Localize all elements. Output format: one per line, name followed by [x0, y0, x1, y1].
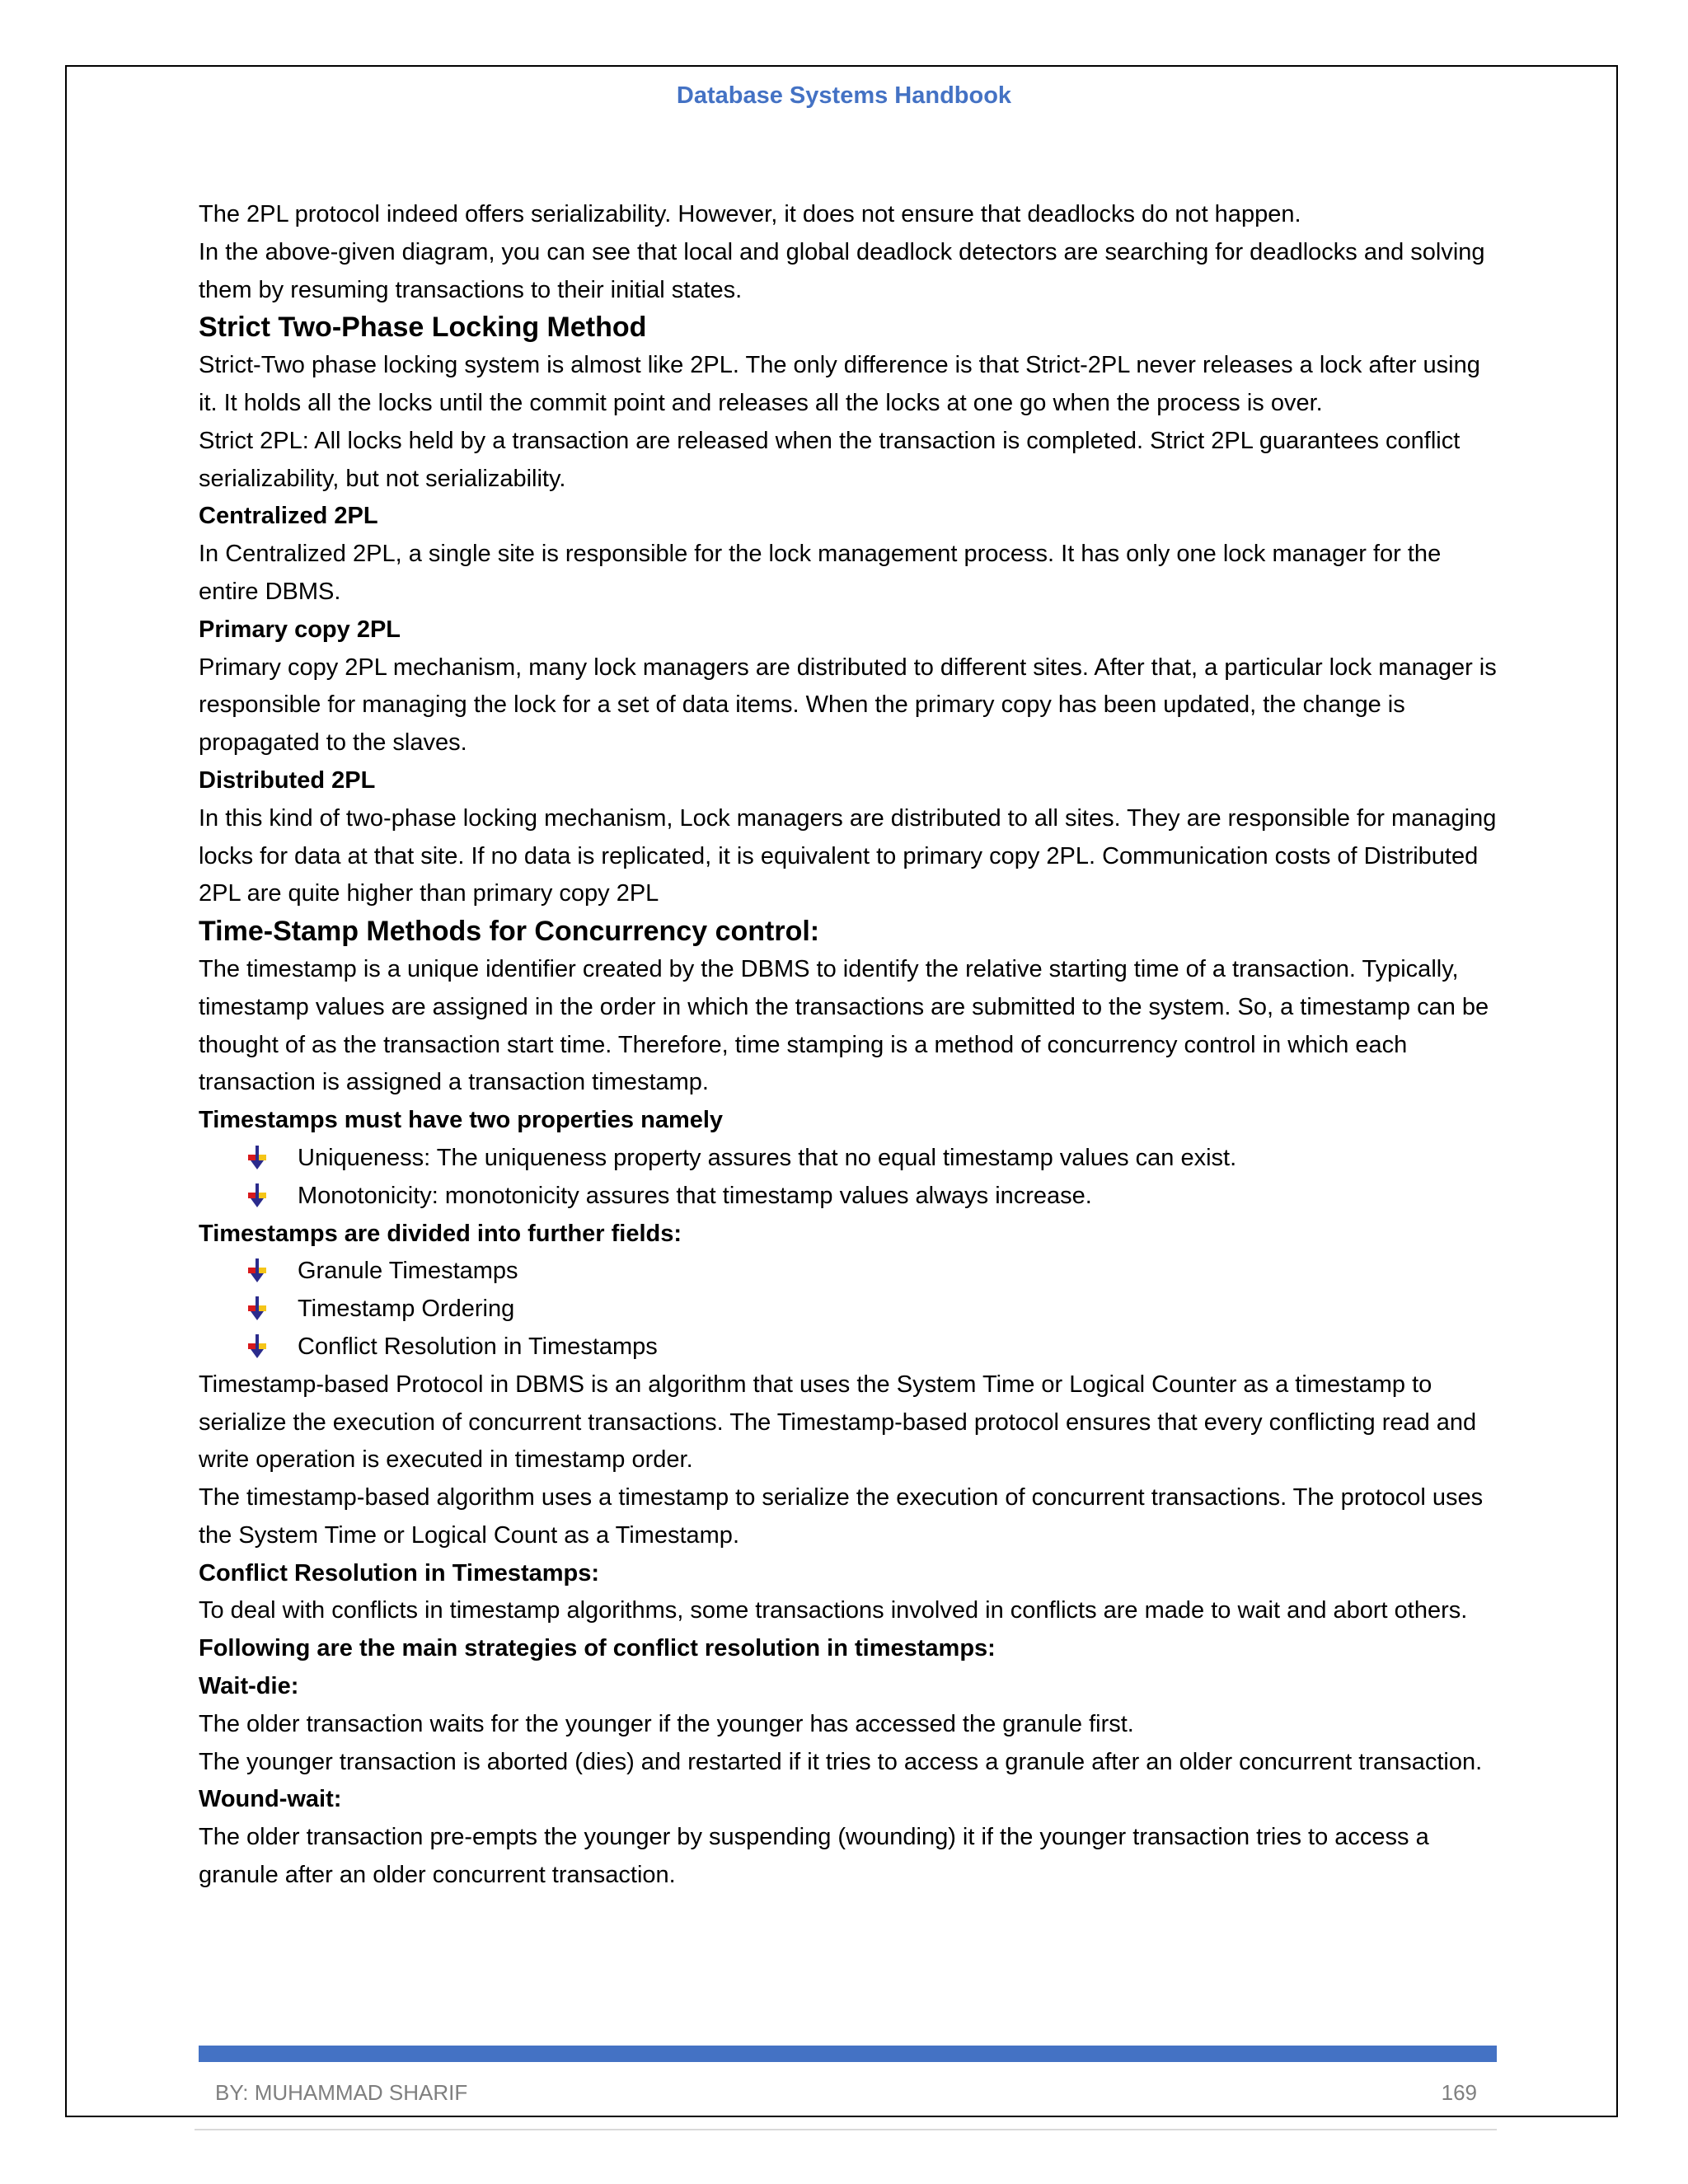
arrow-bullet-icon — [248, 1146, 266, 1170]
list-item — [199, 1329, 1497, 1366]
list-item-text: Monotonicity: monotonicity assures that timestamp values always increase. — [298, 1182, 1092, 1209]
list-item-text: Timestamp Ordering — [298, 1296, 515, 1323]
list-item — [199, 1140, 1497, 1178]
paragraph: Primary copy 2PL mechanism, many lock managers are distributed to different sites. After that, a particular lock manager is responsible for managing the lock for a set of data items. When the primary copy has been updated, the change is propagated to the slaves. — [199, 654, 1497, 757]
heading-strategies: Following are the main strategies of conflict resolution in timestamps: — [199, 1635, 996, 1662]
paragraph: The older transaction waits for the younger if the younger has accessed the granule first. — [199, 1710, 1134, 1737]
heading-distributed-2pl: Distributed 2PL — [199, 766, 376, 794]
heading-timestamp-fields: Timestamps are divided into further fields: — [199, 1220, 682, 1247]
heading-centralized-2pl: Centralized 2PL — [199, 503, 378, 530]
arrow-bullet-icon — [248, 1258, 266, 1283]
heading-conflict-resolution: Conflict Resolution in Timestamps: — [199, 1559, 600, 1586]
paragraph: The timestamp is a unique identifier created by the DBMS to identify the relative starting time of a transaction. Typically, timestamp values are assigned in the order in which the transactions are submitted to the system. So, a timestamp can be thought of as the transaction start time. Therefore, time stamping is a method of concurrency control in which each transaction is assigned a transaction timestamp. — [199, 955, 1489, 1096]
header-title: Database Systems Handbook — [676, 82, 1012, 109]
list-item-text: Granule Timestamps — [298, 1258, 518, 1285]
paragraph: Strict 2PL: All locks held by a transaction are released when the transaction is completed. Strict 2PL guarantees conflict serializability, but not serializability. — [199, 427, 1461, 492]
heading-wound-wait: Wound-wait: — [199, 1786, 342, 1813]
paragraph: The younger transaction is aborted (dies) and restarted if it tries to access a granule after an older concurrent transaction. — [199, 1748, 1483, 1775]
paragraph: In this kind of two-phase locking mechanism, Lock managers are distributed to all sites. They are responsible for managing locks for data at that site. If no data is replicated, it is equivalent to primary copy 2PL. Communication costs of Distributed 2PL are quite higher than primary copy 2PL — [199, 804, 1497, 907]
footer-author: BY: MUHAMMAD SHARIF — [215, 2080, 468, 2105]
list-item — [199, 1291, 1497, 1329]
heading-timestamp-properties: Timestamps must have two properties namely — [199, 1107, 724, 1134]
bottom-rule — [195, 2129, 1497, 2130]
list-item — [199, 1178, 1497, 1216]
paragraph: The timestamp-based algorithm uses a timestamp to serialize the execution of concurrent transactions. The protocol uses the System Time or Logical Count as a Timestamp. — [199, 1484, 1484, 1549]
page-content — [199, 196, 1497, 1895]
page-number: 169 — [1441, 2080, 1477, 2105]
paragraph: Timestamp-based Protocol in DBMS is an algorithm that uses the System Time or Logical Counter as a timestamp to serialize the execution of concurrent transactions. The Timestamp-based protocol ensures that every conflicting read and write operation is executed in timestamp order. — [199, 1371, 1477, 1474]
fields-list — [199, 1253, 1497, 1366]
list-item-text: Uniqueness: The uniqueness property assures that no equal timestamp values can exist. — [298, 1144, 1237, 1171]
heading-timestamp-methods: Time-Stamp Methods for Concurrency control: — [199, 916, 820, 948]
arrow-bullet-icon — [248, 1183, 266, 1208]
paragraph: The 2PL protocol indeed offers serializability. However, it does not ensure that deadlocks do not happen. — [199, 201, 1301, 227]
heading-primary-copy-2pl: Primary copy 2PL — [199, 616, 401, 643]
paragraph: In the above-given diagram, you can see that local and global deadlock detectors are searching for deadlocks and solving them by resuming transactions to their initial states. — [199, 238, 1485, 303]
paragraph: To deal with conflicts in timestamp algorithms, some transactions involved in conflicts are made to wait and abort others. — [199, 1597, 1468, 1624]
arrow-bullet-icon — [248, 1334, 266, 1359]
heading-wait-die: Wait-die: — [199, 1673, 299, 1700]
properties-list — [199, 1140, 1497, 1216]
paragraph: In Centralized 2PL, a single site is responsible for the lock management process. It has only one lock manager for the entire DBMS. — [199, 541, 1442, 605]
list-item-text: Conflict Resolution in Timestamps — [298, 1333, 658, 1360]
paragraph: The older transaction pre-empts the younger by suspending (wounding) it if the younger transaction tries to access a granule after an older concurrent transaction. — [199, 1824, 1429, 1889]
paragraph: Strict-Two phase locking system is almost like 2PL. The only difference is that Strict-2PL never releases a lock after using it. It holds all the locks until the commit point and releases all the locks at one go when the process is over. — [199, 352, 1480, 416]
list-item — [199, 1253, 1497, 1291]
heading-strict-2pl: Strict Two-Phase Locking Method — [199, 312, 647, 344]
arrow-bullet-icon — [248, 1296, 266, 1321]
footer-bar — [199, 2046, 1497, 2062]
